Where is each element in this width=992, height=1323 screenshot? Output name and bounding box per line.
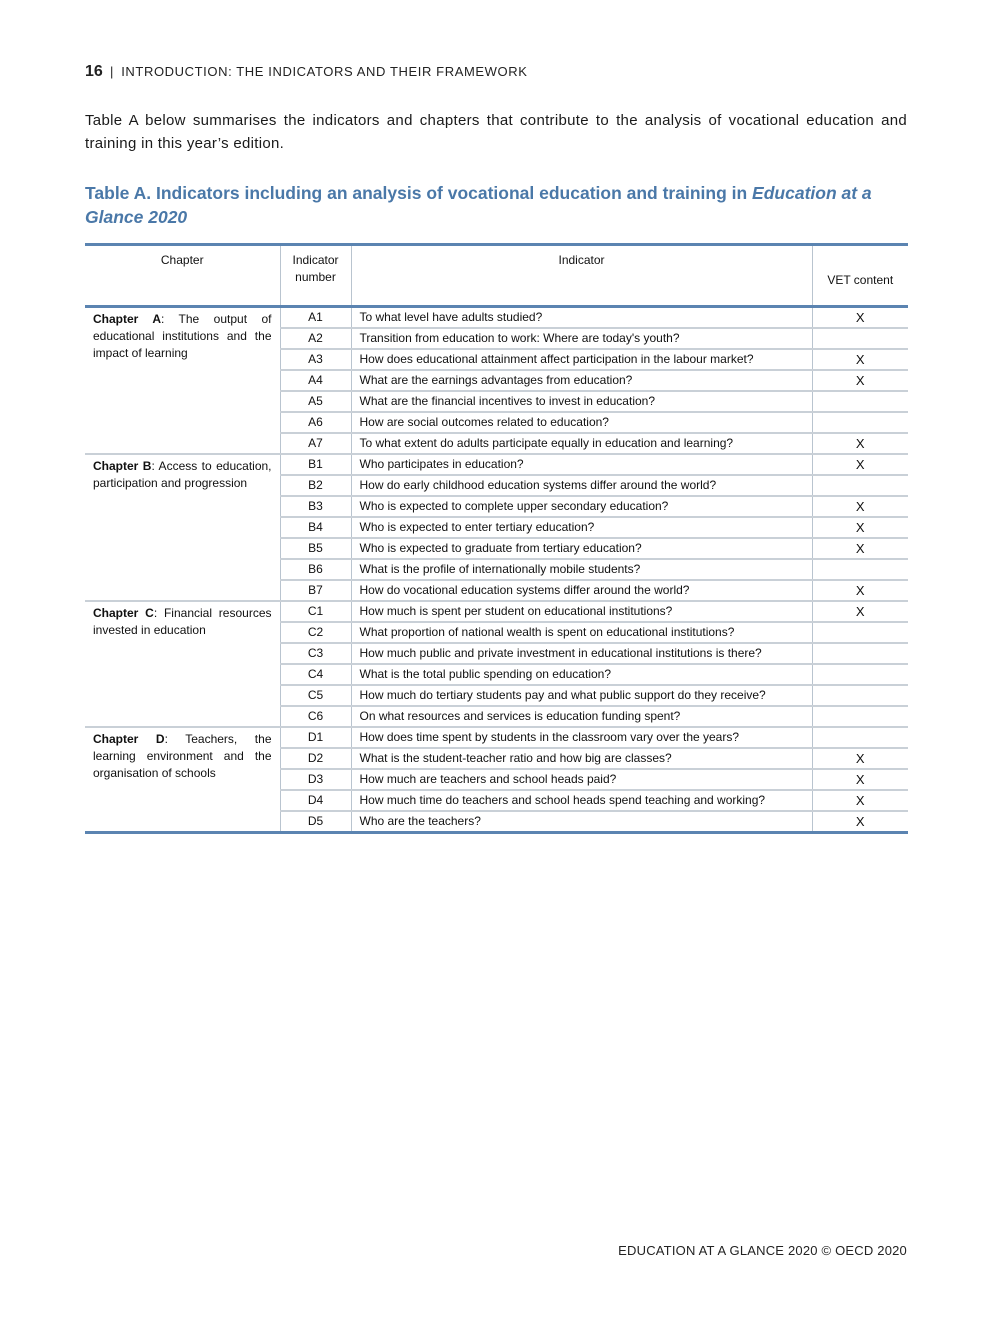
column-header-indicator: Indicator [351, 245, 812, 307]
indicator-question-cell: How much is spent per student on educational institutions? [351, 601, 812, 622]
indicator-number-cell: C3 [280, 643, 351, 664]
table-title-publication: Education at a Glance 2020 [85, 183, 872, 227]
indicator-question-cell: What is the profile of internationally mobile students? [351, 559, 812, 580]
indicator-question-cell: Transition from education to work: Where are today's youth? [351, 328, 812, 349]
vet-content-cell [812, 685, 908, 706]
chapter-label: Chapter C [93, 606, 154, 620]
vet-content-cell: X [812, 580, 908, 601]
chapter-cell [85, 601, 280, 727]
indicator-question-cell: Who is expected to complete upper secondary education? [351, 496, 812, 517]
indicator-question-cell: Who are the teachers? [351, 811, 812, 833]
indicator-question-cell: Who is expected to graduate from tertiary education? [351, 538, 812, 559]
indicator-number-cell: B5 [280, 538, 351, 559]
vet-content-cell [812, 664, 908, 685]
chapter-cell [85, 307, 280, 455]
indicator-number-cell: A2 [280, 328, 351, 349]
table-row [85, 727, 908, 748]
chapter-description: : Teachers, the learning environment and the organisation of schools [93, 732, 272, 780]
vet-content-cell [812, 727, 908, 748]
chapter-cell [85, 454, 280, 601]
chapter-description: : Access to education, participation and progression [93, 459, 272, 490]
indicator-number-cell: C2 [280, 622, 351, 643]
page-footer: EDUCATION AT A GLANCE 2020 © OECD 2020 [618, 1243, 907, 1258]
indicator-number-cell: A1 [280, 307, 351, 329]
table-row [85, 601, 908, 622]
indicator-question-cell: What proportion of national wealth is spent on educational institutions? [351, 622, 812, 643]
indicator-question-cell: What is the total public spending on education? [351, 664, 812, 685]
indicator-number-cell: B1 [280, 454, 351, 475]
vet-content-cell [812, 475, 908, 496]
indicator-number-cell: A7 [280, 433, 351, 454]
indicator-question-cell: How do vocational education systems differ around the world? [351, 580, 812, 601]
indicator-question-cell: What are the earnings advantages from education? [351, 370, 812, 391]
indicator-question-cell: How do early childhood education systems differ around the world? [351, 475, 812, 496]
indicator-question-cell: How does educational attainment affect participation in the labour market? [351, 349, 812, 370]
section-title: INTRODUCTION: THE INDICATORS AND THEIR FRAMEWORK [121, 64, 528, 79]
vet-content-cell: X [812, 454, 908, 475]
vet-content-cell: X [812, 349, 908, 370]
vet-content-cell [812, 559, 908, 580]
page-number: 16 [85, 63, 103, 80]
column-header-indicator-number: Indicator number [280, 245, 351, 307]
indicator-number-cell: C4 [280, 664, 351, 685]
indicator-number-cell: D2 [280, 748, 351, 769]
indicator-question-cell: Who participates in education? [351, 454, 812, 475]
intro-paragraph: Table A below summarises the indicators and chapters that contribute to the analysis of vocational education and training in this year’s edition. [85, 112, 907, 152]
indicator-question-cell: On what resources and services is education funding spent? [351, 706, 812, 727]
vet-content-cell [812, 706, 908, 727]
vet-content-cell: X [812, 433, 908, 454]
column-header-chapter: Chapter [85, 245, 280, 307]
vet-content-cell: X [812, 601, 908, 622]
indicator-number-cell: B4 [280, 517, 351, 538]
indicator-question-cell: How does time spent by students in the classroom vary over the years? [351, 727, 812, 748]
indicator-question-cell: Who is expected to enter tertiary education? [351, 517, 812, 538]
vet-content-cell: X [812, 517, 908, 538]
indicator-number-cell: B6 [280, 559, 351, 580]
indicator-number-cell: C1 [280, 601, 351, 622]
indicator-question-cell: How much public and private investment in educational institutions is there? [351, 643, 812, 664]
vet-content-cell [812, 328, 908, 349]
indicator-number-cell: A4 [280, 370, 351, 391]
header-separator: | [110, 64, 114, 79]
chapter-label: Chapter B [93, 459, 152, 473]
vet-content-cell [812, 412, 908, 433]
table-title-prefix: Table A. Indicators including an analysis of vocational education and training in [85, 183, 753, 203]
vet-content-cell [812, 643, 908, 664]
vet-content-cell: X [812, 790, 908, 811]
chapter-label: Chapter D [93, 732, 165, 746]
indicator-question-cell: How much are teachers and school heads paid? [351, 769, 812, 790]
indicator-question-cell: To what level have adults studied? [351, 307, 812, 329]
indicator-number-cell: D3 [280, 769, 351, 790]
indicator-question-cell: How much time do teachers and school heads spend teaching and working? [351, 790, 812, 811]
indicator-number-cell: B3 [280, 496, 351, 517]
indicator-number-cell: A6 [280, 412, 351, 433]
indicator-number-cell: C6 [280, 706, 351, 727]
table-header-row [85, 245, 908, 307]
table-body [85, 307, 908, 833]
indicator-number-cell: A3 [280, 349, 351, 370]
vet-content-cell: X [812, 307, 908, 329]
vet-content-cell: X [812, 496, 908, 517]
column-header-vet-content: VET content [812, 245, 908, 307]
indicator-question-cell: What is the student-teacher ratio and how big are classes? [351, 748, 812, 769]
table-row [85, 307, 908, 329]
indicators-table [85, 243, 908, 834]
table-title [85, 181, 907, 229]
chapter-description: : The output of educational institutions and the impact of learning [93, 312, 272, 360]
chapter-cell [85, 727, 280, 833]
vet-content-cell [812, 622, 908, 643]
vet-content-cell: X [812, 811, 908, 833]
vet-content-cell [812, 391, 908, 412]
vet-content-cell: X [812, 370, 908, 391]
running-header [85, 63, 528, 81]
chapter-description: : Financial resources invested in education [93, 606, 272, 637]
indicator-question-cell: How are social outcomes related to education? [351, 412, 812, 433]
chapter-label: Chapter A [93, 312, 161, 326]
indicator-question-cell: What are the financial incentives to invest in education? [351, 391, 812, 412]
indicator-number-cell: B2 [280, 475, 351, 496]
indicator-number-cell: D5 [280, 811, 351, 833]
indicator-question-cell: To what extent do adults participate equally in education and learning? [351, 433, 812, 454]
indicator-number-cell: C5 [280, 685, 351, 706]
indicator-number-cell: A5 [280, 391, 351, 412]
table-row [85, 454, 908, 475]
indicator-number-cell: D4 [280, 790, 351, 811]
vet-content-cell: X [812, 769, 908, 790]
indicator-number-cell: D1 [280, 727, 351, 748]
vet-content-cell: X [812, 748, 908, 769]
indicator-number-cell: B7 [280, 580, 351, 601]
vet-content-cell: X [812, 538, 908, 559]
indicator-question-cell: How much do tertiary students pay and what public support do they receive? [351, 685, 812, 706]
